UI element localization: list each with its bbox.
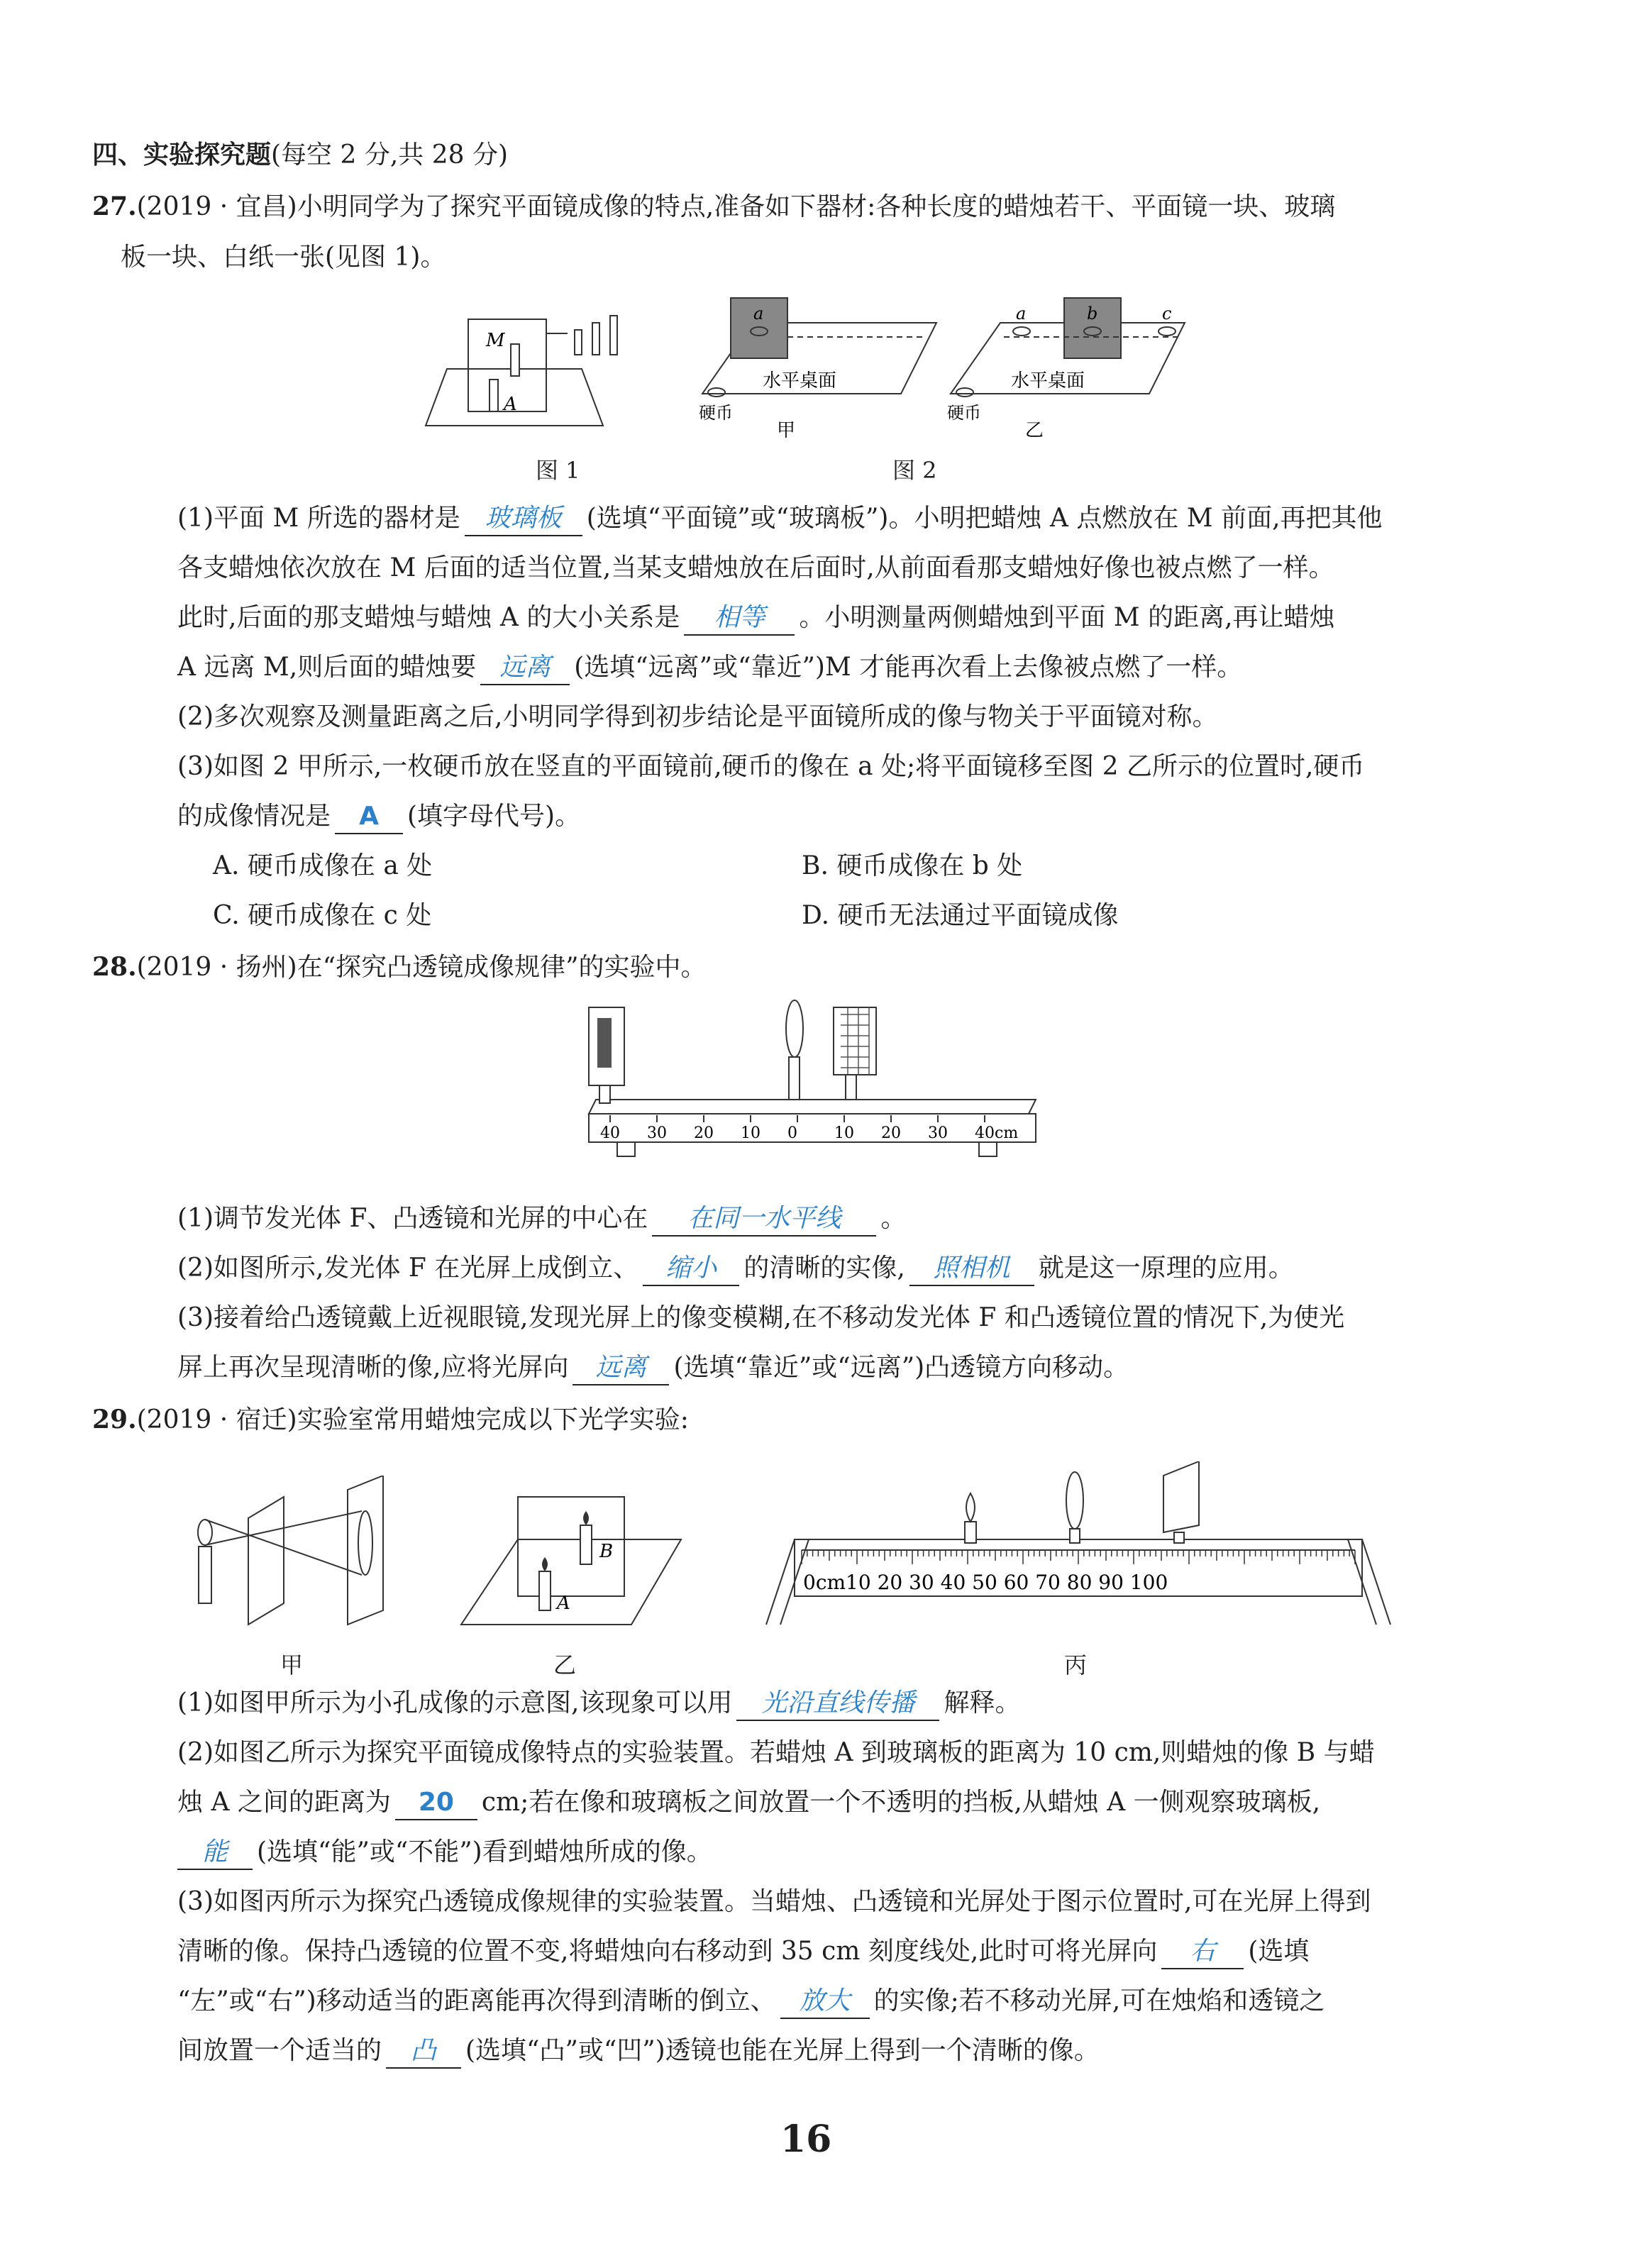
q28-part3-line2: [177, 1351, 1129, 1385]
section-note: (每空 2 分,共 28 分): [271, 140, 509, 170]
q29-bing-flame: [966, 1493, 975, 1522]
q29-number: 29.: [92, 1405, 137, 1434]
q29-part2-line1: [177, 1737, 1375, 1769]
fig1-label-a: A: [504, 394, 517, 415]
q27-part1-line1: [177, 502, 1383, 536]
fig2-jia-desk-label: 水平桌面: [763, 370, 837, 392]
q29-stem-text: 实验室常用蜡烛完成以下光学实验:: [297, 1405, 689, 1434]
q29-bing-screen: [1163, 1461, 1199, 1532]
fig2-yi-pos-a: [1013, 327, 1030, 336]
q27-p2-text: (2)多次观察及测量距离之后,小明同学得到初步结论是平面镜所成的像与物关于平面镜对称。: [177, 702, 1218, 731]
q27-p1-text-b: (选填“平面镜”或“玻璃板”)。小明把蜡烛 A 点燃放在 M 前面,再把其他: [586, 504, 1383, 533]
q27-source: (2019 · 宜昌): [136, 192, 297, 221]
q27-stem-text1: 小明同学为了探究平面镜成像的特点,准备如下器材:各种长度的蜡烛若干、平面镜一块、玻璃: [297, 192, 1336, 221]
q29-figure-jia-pinhole: [184, 1476, 397, 1646]
q29-bing-screen-holder: [1174, 1532, 1184, 1543]
q27-p3-text-c: (填字母代号)。: [407, 802, 581, 831]
q29-p3-text-e: 的实像;若不移动光屏,可在烛焰和透镜之: [873, 1986, 1325, 2015]
q28-convex-lens: [786, 1000, 803, 1057]
q27-p1-text-a: (1)平面 M 所选的器材是: [177, 504, 460, 533]
q29-part3-line1: [177, 1886, 1371, 1918]
q27-answer-2: 相等: [684, 602, 795, 636]
q27-part1-line2: [177, 552, 1334, 585]
q27-p1-text-c: 各支蜡烛依次放在 M 后面的适当位置,当某支蜡烛放在后面时,从前面看那支蜡烛好像也被点燃了一样。: [177, 553, 1334, 582]
q29-bing-lens: [1066, 1472, 1083, 1529]
q29-yi-label-b: B: [599, 1541, 614, 1562]
fig1-caption: 图 1: [536, 457, 580, 484]
q28-p2-text-c: 就是这一原理的应用。: [1038, 1254, 1294, 1283]
q28-tick-label: 20: [881, 1124, 901, 1142]
q27-option-d: D. 硬币无法通过平面镜成像: [802, 901, 1119, 930]
q28-light-screen: [834, 1007, 876, 1075]
q28-p3-text-b: 屏上再次呈现清晰的像,应将光屏向: [177, 1353, 569, 1382]
q27-option-b: B. 硬币成像在 b 处: [802, 851, 1023, 880]
q29-p3-text-f: 间放置一个适当的: [177, 2036, 382, 2065]
q29-part2-line2: [177, 1786, 1320, 1820]
q29-p3-text-b: 清晰的像。保持凸透镜的位置不变,将蜡烛向右移动到 35 cm 刻度线处,此时可将光屏向: [177, 1937, 1158, 1966]
fig1-spare-candle-1: [575, 330, 582, 355]
fig2-yi-coin: [956, 388, 973, 397]
q29-part3-line4: [177, 2035, 1100, 2069]
q28-tick-label: 10: [834, 1124, 854, 1142]
fig1-label-m: M: [486, 330, 505, 351]
q29-bing-lens-holder: [1070, 1529, 1080, 1543]
q29-source: (2019 · 宿迁): [136, 1405, 297, 1434]
q29-jia-pinhole-board: [248, 1497, 284, 1625]
q28-stem: [92, 951, 707, 984]
fig2-jia-label-a: a: [753, 304, 764, 323]
fig2-jia-coin-label: 硬币: [699, 403, 733, 423]
q28-bench-top: [589, 1100, 1036, 1114]
q29-part2-line3: [177, 1836, 712, 1870]
q27-p1-text-f: A 远离 M,则后面的蜡烛要: [177, 653, 477, 682]
q28-tick-label: 30: [647, 1124, 667, 1142]
q28-bench-leg-right: [979, 1142, 997, 1156]
fig2-caption: 图 2: [892, 457, 937, 484]
q27-part3-line2: [177, 800, 580, 834]
fig1-candle-image: [511, 344, 519, 376]
q29-p1-text-b: 解释。: [944, 1688, 1021, 1717]
q27-option-a: A. 硬币成像在 a 处: [213, 851, 433, 880]
fig2-yi-label-a: a: [1016, 304, 1027, 323]
q28-answer-1: 在同一水平线: [652, 1202, 876, 1237]
q29-p2-text-a: (2)如图乙所示为探究平面镜成像特点的实验装置。若蜡烛 A 到玻璃板的距离为 10 cm,则蜡烛的像 B 与蜡: [177, 1738, 1375, 1767]
q28-p3-text-a: (3)接着给凸透镜戴上近视眼镜,发现光屏上的像变模糊,在不移动发光体 F 和凸透镜位置的情况下,为使光: [177, 1303, 1345, 1332]
q29-bing-leg-right-b: [1362, 1539, 1390, 1625]
q29-stem: [92, 1403, 689, 1437]
q29-yi-table: [461, 1539, 681, 1625]
q29-answer-4: 右: [1161, 1935, 1244, 1969]
q27-answer-4: A: [335, 800, 403, 834]
q29-jia-flame: [198, 1520, 212, 1545]
q28-p1-text-b: 。: [880, 1204, 907, 1233]
q28-p1-text-a: (1)调节发光体 F、凸透镜和光屏的中心在: [177, 1204, 648, 1233]
q28-answer-2: 缩小: [643, 1252, 739, 1286]
q27-part3-line1: [177, 751, 1364, 783]
q27-part2: [177, 701, 1217, 734]
q29-answer-1: 光沿直线传播: [736, 1687, 939, 1721]
fig2-yi-pos-c: [1158, 327, 1176, 336]
page-number: 16: [780, 2118, 832, 2161]
q29-caption-bing: 丙: [1064, 1652, 1088, 1678]
q27-figure-2: [688, 287, 1213, 450]
q29-part1: [177, 1687, 1020, 1721]
q29-p2-text-d: (选填“能”或“不能”)看到蜡烛所成的像。: [257, 1837, 712, 1866]
q28-p2-text-b: 的清晰的实像,: [743, 1254, 905, 1283]
q28-tick-label: 10: [741, 1124, 761, 1142]
fig1-spare-candle-3: [610, 316, 617, 355]
q28-bench-leg-left: [617, 1142, 635, 1156]
fig2-yi-label-c: c: [1162, 304, 1172, 323]
q28-answer-4: 远离: [573, 1351, 669, 1385]
q27-stem-text2: 板一块、白纸一张(见图 1)。: [121, 243, 446, 272]
section-title: 四、实验探究题: [92, 140, 272, 170]
q28-source: (2019 · 扬州): [136, 953, 297, 982]
q28-tick-label: 0: [787, 1124, 797, 1142]
q28-stem-text: 在“探究凸透镜成像规律”的实验中。: [297, 953, 707, 982]
q29-p3-text-d: “左”或“右”)移动适当的距离能再次得到清晰的倒立、: [177, 1986, 776, 2015]
q29-caption-jia: 甲: [280, 1652, 304, 1678]
q27-option-c: C. 硬币成像在 c 处: [213, 901, 432, 930]
fig2-yi-label-b: b: [1087, 304, 1098, 323]
q27-part1-line4: [177, 651, 1242, 685]
q28-p3-text-c: (选填“靠近”或“远离”)凸透镜方向移动。: [673, 1353, 1129, 1382]
fig1-spare-candle-2: [592, 323, 599, 355]
q29-answer-3: 能: [177, 1836, 253, 1870]
q27-p1-text-d: 此时,后面的那支蜡烛与蜡烛 A 的大小关系是: [177, 603, 680, 632]
q28-part2: [177, 1252, 1294, 1286]
q28-optical-bench-figure: [568, 993, 1043, 1192]
q29-figure-bing-bench: [759, 1461, 1398, 1639]
q29-answer-2: 20: [395, 1786, 477, 1820]
q29-answer-5: 放大: [780, 1985, 870, 2019]
fig2-yi-caption: 乙: [1025, 420, 1044, 441]
q29-bing-ruler-labels: 0cm10 20 30 40 50 60 70 80 90 100: [803, 1571, 1168, 1594]
q28-screen-holder: [846, 1075, 856, 1100]
q27-p1-text-g: (选填“远离”或“靠近”)M 才能再次看上去像被点燃了一样。: [574, 653, 1243, 682]
fig2-yi-desk-label: 水平桌面: [1011, 370, 1085, 392]
q27-part1-line3: [177, 602, 1335, 636]
q28-light-source-shape: [597, 1018, 612, 1068]
q28-part3-line1: [177, 1302, 1344, 1334]
q27-answer-1: 玻璃板: [465, 502, 582, 536]
section-header: [92, 138, 508, 172]
q29-yi-candle-a: [539, 1571, 551, 1610]
q27-p3-text-b: 的成像情况是: [177, 802, 331, 831]
q29-p3-text-a: (3)如图丙所示为探究凸透镜成像规律的实验装置。当蜡烛、凸透镜和光屏处于图示位置时,可在光屏上得到: [177, 1887, 1371, 1916]
q28-source-holder: [599, 1085, 610, 1103]
q29-part3-line2: [177, 1935, 1309, 1969]
q29-bing-candle: [965, 1522, 976, 1543]
q29-p3-text-c: (选填: [1248, 1937, 1310, 1966]
q28-tick-label: 40cm: [975, 1124, 1019, 1142]
fig1-candle-a: [490, 380, 498, 411]
q29-yi-label-a: A: [557, 1593, 570, 1614]
q27-number: 27.: [92, 192, 137, 221]
q27-p3-text-a: (3)如图 2 甲所示,一枚硬币放在竖直的平面镜前,硬币的像在 a 处;将平面镜移至图 2 乙所示的位置时,硬币: [177, 752, 1365, 781]
q28-lens-holder: [789, 1057, 800, 1100]
q27-answer-3: 远离: [480, 651, 570, 685]
q27-stem-line2: [121, 241, 446, 274]
q27-stem-line1: [92, 190, 1335, 223]
q28-answer-3: 照相机: [909, 1252, 1034, 1286]
q29-p2-text-b: 烛 A 之间的距离为: [177, 1788, 391, 1817]
q29-caption-yi: 乙: [553, 1652, 577, 1678]
q29-answer-6: 凸: [386, 2035, 461, 2069]
q28-tick-label: 20: [694, 1124, 714, 1142]
fig2-jia-caption: 甲: [777, 420, 796, 441]
q28-tick-label: 30: [928, 1124, 948, 1142]
q29-jia-candle: [199, 1547, 211, 1603]
q29-p1-text-a: (1)如图甲所示为小孔成像的示意图,该现象可以用: [177, 1688, 733, 1717]
q29-yi-image-b: [580, 1525, 592, 1564]
q28-number: 28.: [92, 952, 137, 982]
q28-part1: [177, 1202, 906, 1237]
q28-tick-label: 40: [600, 1124, 620, 1142]
q27-figure-1: [419, 298, 660, 440]
q29-bing-leg-left-a: [766, 1539, 795, 1625]
q28-p2-text-a: (2)如图所示,发光体 F 在光屏上成倒立、: [177, 1254, 639, 1283]
q29-p2-text-c: cm;若在像和玻璃板之间放置一个不透明的挡板,从蜡烛 A 一侧观察玻璃板,: [481, 1788, 1321, 1817]
q29-p3-text-g: (选填“凸”或“凹”)透镜也能在光屏上得到一个清晰的像。: [465, 2036, 1100, 2065]
q29-figure-yi-mirror: [454, 1483, 688, 1639]
q29-part3-line3: [177, 1985, 1324, 2019]
q29-jia-inverted-image: [358, 1511, 372, 1575]
q29-yi-flame-a: [542, 1557, 548, 1571]
fig2-yi-coin-label: 硬币: [947, 403, 981, 423]
fig2-jia-coin: [708, 388, 725, 397]
q27-p1-text-e: 。小明测量两侧蜡烛到平面 M 的距离,再让蜡烛: [799, 603, 1335, 632]
q29-yi-flame-b: [583, 1511, 589, 1525]
